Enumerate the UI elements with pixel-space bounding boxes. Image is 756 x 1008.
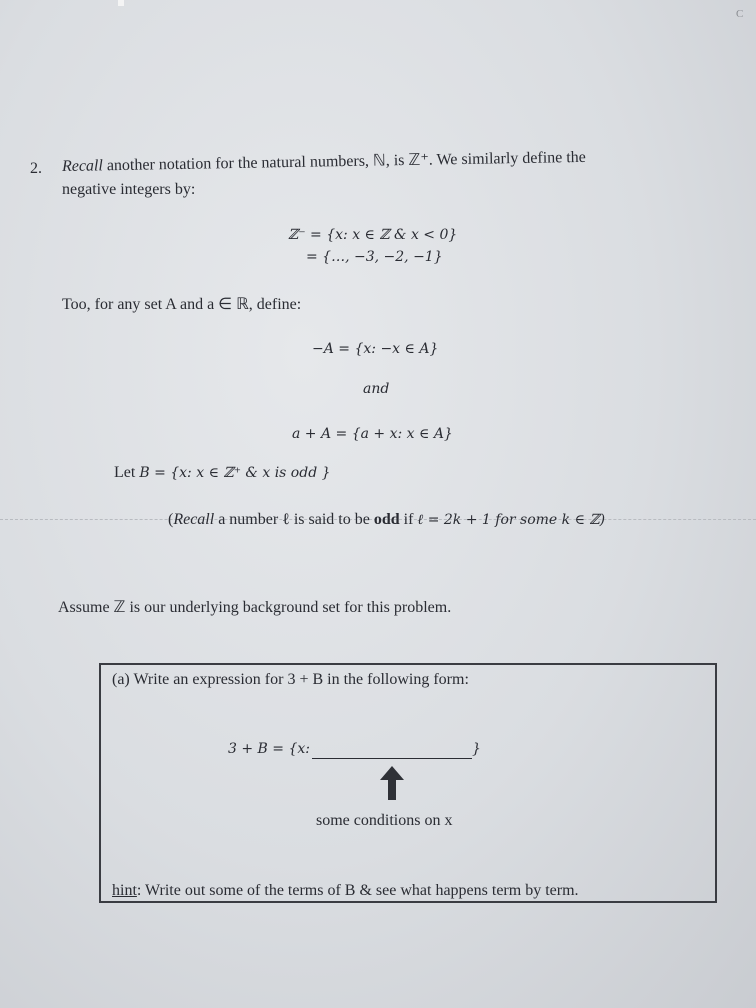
- part-a-box: [99, 663, 717, 903]
- answer-blank[interactable]: [312, 758, 472, 759]
- part-a-prompt: (a) Write an expression for 3 + B in the following form:: [112, 671, 469, 688]
- zneg-definition: ℤ⁻ = {x: x ∈ ℤ & x < 0}: [288, 227, 458, 243]
- recall-word: Recall: [61, 157, 104, 175]
- problem-number: 2.: [30, 160, 42, 177]
- let-prefix: Let: [114, 464, 140, 481]
- odd-open-paren: (: [168, 511, 174, 528]
- intro-line-2: negative integers by:: [62, 181, 196, 198]
- hint-label: hint: [112, 882, 137, 899]
- neg-A-definition: −A = {x: −x ∈ A}: [312, 341, 439, 357]
- answer-form-close: }: [472, 741, 481, 757]
- B-definition: B = {x: x ∈ ℤ⁺ & x is odd }: [139, 465, 331, 481]
- odd-definition: [168, 511, 605, 529]
- hint-text: : Write out some of the terms of B & see what happens term by term.: [136, 882, 579, 899]
- intro-text: another notation for the natural numbers, ℕ, is ℤ⁺. We similarly define the: [102, 148, 586, 175]
- hint-line: [112, 882, 579, 900]
- odd-if: if: [399, 511, 418, 528]
- corner-mark: C: [736, 8, 744, 20]
- recall-word-2: Recall: [173, 511, 215, 528]
- and-word: and: [363, 381, 390, 397]
- odd-bold: odd: [373, 511, 400, 528]
- paper-edge: [118, 0, 124, 6]
- up-arrow-icon: [378, 764, 406, 802]
- zneg-list: = {…, −3, −2, −1}: [306, 249, 443, 265]
- let-B-line: [114, 464, 331, 482]
- odd-formula: ℓ = 2k + 1 for some k ∈ ℤ): [417, 512, 606, 528]
- too-line: Too, for any set A and a ∈ ℝ, define:: [62, 296, 302, 313]
- answer-form-lhs: 3 + B = {x:: [228, 741, 310, 757]
- arrow-caption: some conditions on x: [316, 812, 453, 829]
- a-plus-A-definition: a + A = {a + x: x ∈ A}: [292, 426, 453, 442]
- odd-mid-text: a number ℓ is said to be: [214, 511, 374, 528]
- assume-line: Assume ℤ is our underlying background set for this problem.: [58, 599, 452, 616]
